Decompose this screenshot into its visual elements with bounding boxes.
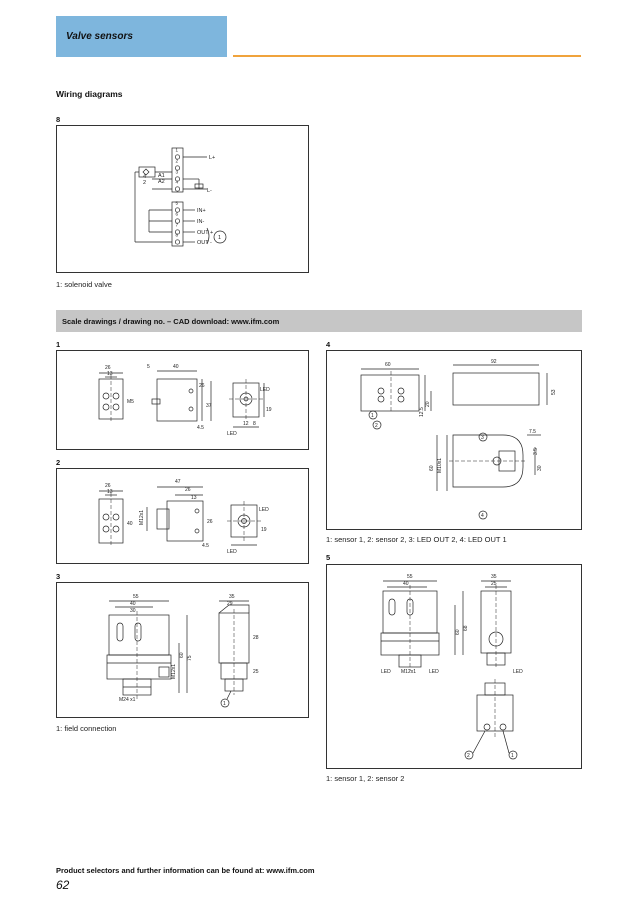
d2-dim-26b: 26 [185,487,191,493]
wiring-label-out-plus: OUT + [197,230,214,236]
scale-drawings-label: Scale drawings / drawing no. – CAD download: www.ifm.com [62,317,280,326]
d3-dim-29: 29 [227,601,233,607]
d1-dim-40: 40 [173,364,179,370]
d2-dim-m12x1: M12x1 [139,509,145,525]
d5-dim-25: 25 [491,581,497,587]
d1-dim-12: 12 [243,421,249,427]
drawing-4-number: 4 [326,340,331,349]
d5-callout-1: 1 [511,753,514,759]
drawing-3-frame [56,582,309,718]
d1-dim-19: 19 [266,407,272,413]
d4-dim-60b: 60 [429,465,435,471]
terminal-number-7: 7 [175,222,179,228]
d5-dim-68: 68 [463,625,469,631]
drawing-5 [327,565,583,770]
d4-dim-30: 30 [537,465,543,471]
drawing-1-frame [56,350,309,450]
d1-led-label-2: LED [227,431,237,437]
wiring-label-l-plus: L+ [209,155,216,161]
d5-led-label-3: LED [513,669,523,675]
d5-led-label-1: LED [381,669,391,675]
d2-led-label-2: LED [227,549,237,555]
d1-dim-5: 5 [147,364,150,370]
header-banner [56,16,227,57]
d1-dim-m5: M5 [127,399,134,405]
d1-dim-4-5: 4.5 [197,425,204,431]
d2-dim-19: 19 [261,527,267,533]
terminal-number-1: 1 [175,147,179,153]
wiring-diagram [57,126,310,274]
d3-dim-m12x1: M12x1 [171,663,177,679]
d2-dim-13: 13 [107,489,113,495]
d4-dim-20: 20 [425,401,431,407]
wiring-label-side-2: 2 [143,180,147,186]
d4-dim-3-5: 3.5 [533,448,539,455]
d4-dim-m10x1: M10x1 [437,457,443,473]
drawing-4-frame [326,350,582,530]
d2-dim-4-5: 4.5 [202,543,209,549]
d3-dim-55: 55 [133,594,139,600]
d3-dim-40: 40 [130,601,136,607]
footer-note: Product selectors and further information can be found at: www.ifm.com [56,866,315,875]
drawing-1-number: 1 [56,340,61,349]
terminal-number-6: 6 [175,211,179,217]
d2-led-label-1: LED [259,507,269,513]
wiring-diagram-frame [56,125,309,273]
d2-dim-26: 26 [105,483,111,489]
drawing-2-number: 2 [56,458,61,467]
d3-callout-1: 1 [223,701,226,707]
drawing-3 [57,583,310,719]
wiring-label-in-plus: IN+ [197,208,206,214]
d1-dim-13: 13 [107,371,113,377]
d3-dim-30: 30 [130,608,136,614]
terminal-number-8: 8 [175,232,179,238]
drawing-1 [57,351,310,451]
scale-drawings-band [56,310,582,332]
d2-dim-40: 40 [127,521,133,527]
d5-callout-2: 2 [467,753,470,759]
drawing-5-frame [326,564,582,769]
d4-dim-12-5: 12.5 [419,407,425,417]
terminal-number-3: 3 [175,169,179,175]
d4-callout-1: 1 [371,413,374,419]
drawing-4-caption: 1: sensor 1, 2: sensor 2, 3: LED OUT 2, 4: LED OUT 1 [326,535,507,544]
wiring-label-in-minus: IN- [197,219,205,225]
d4-dim-92: 92 [491,359,497,365]
d4-callout-2: 2 [375,423,378,429]
wiring-label-a2: A2 [158,179,165,185]
terminal-number-5: 5 [175,200,179,206]
wiring-section-title: Wiring diagrams [56,89,123,99]
d4-dim-60: 60 [385,362,391,368]
wiring-label-side-4: 4 [143,174,147,180]
wiring-label-a1: A1 [158,173,165,179]
d1-dim-26: 26 [105,365,111,371]
page-number: 62 [56,878,70,892]
d5-led-label-2: LED [429,669,439,675]
wiring-label-callout: 1 [218,235,222,241]
d3-dim-60: 60 [179,652,185,658]
wiring-caption: 1: solenoid valve [56,280,112,289]
wiring-figure-number: 8 [56,115,61,124]
drawing-2 [57,469,310,565]
d3-dim-28: 28 [253,635,259,641]
d4-dim-7-5: 7.5 [529,429,536,435]
d2-dim-26c: 26 [207,519,213,525]
d5-dim-60: 60 [455,629,461,635]
d5-dim-55: 55 [407,574,413,580]
drawing-4 [327,351,583,531]
terminal-number-4: 4 [175,179,179,185]
terminal-number-2: 2 [175,158,179,164]
d5-dim-40: 40 [403,581,409,587]
d2-dim-13b: 13 [191,495,197,501]
d1-dim-26b: 26 [199,383,205,389]
drawing-2-frame [56,468,309,564]
d4-callout-4: 4 [481,513,484,519]
d1-led-label-1: LED [260,387,270,393]
d3-dim-25: 25 [253,669,259,675]
wiring-label-l-minus: L- [207,188,212,194]
d3-dim-35: 35 [229,594,235,600]
d1-dim-8: 8 [253,421,256,427]
drawing-3-number: 3 [56,572,61,581]
drawing-3-caption: 1: field connection [56,724,117,733]
header-title: Valve sensors [66,31,133,42]
drawing-5-caption: 1: sensor 1, 2: sensor 2 [326,774,405,783]
d4-callout-3: 3 [481,435,484,441]
d5-dim-m12x1: M12x1 [401,669,417,675]
d2-dim-47: 47 [175,479,181,485]
drawing-5-number: 5 [326,553,331,562]
d4-dim-53: 53 [551,389,557,395]
d5-dim-35: 35 [491,574,497,580]
wiring-label-out-minus: OUT - [197,240,212,246]
d3-dim-m24x1: M24 x1 [119,697,136,703]
d3-dim-75: 75 [187,655,193,661]
header-rule [233,55,581,57]
d1-dim-37: 37 [206,403,212,409]
